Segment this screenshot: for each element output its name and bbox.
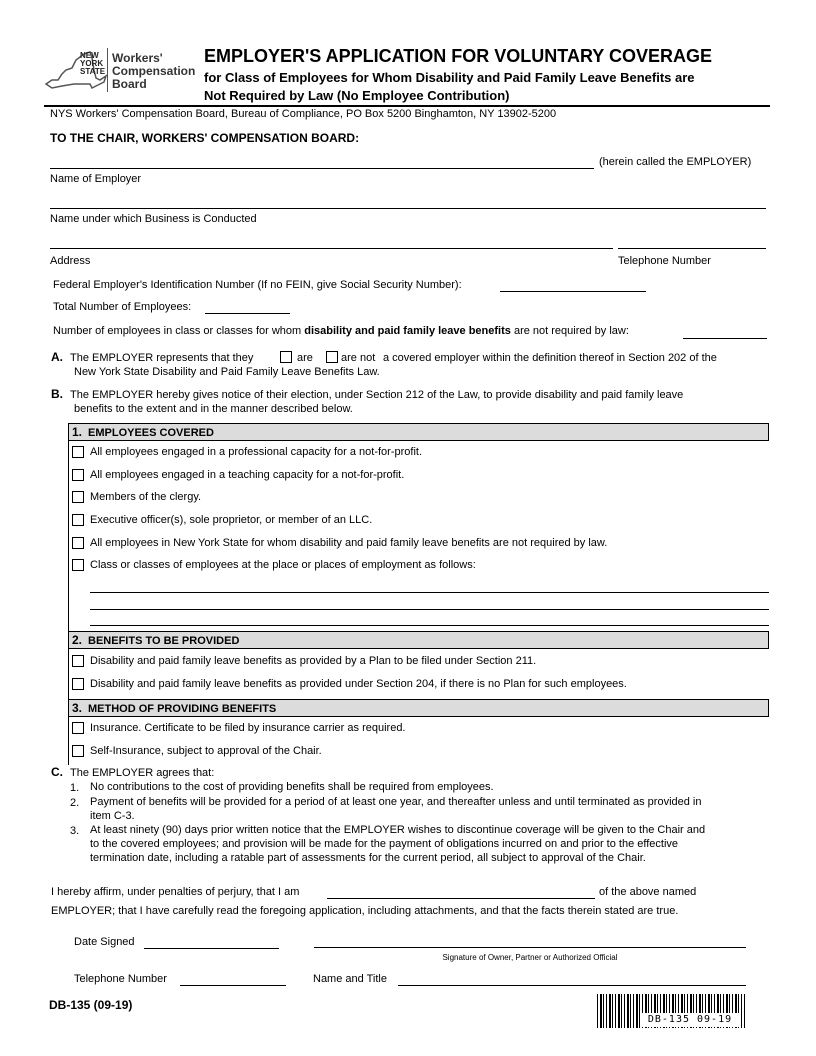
- total-employees-label: Total Number of Employees:: [53, 301, 192, 313]
- section-b-text2: benefits to the extent and in the manner described below.: [74, 403, 353, 415]
- insurance-label: Insurance. Certificate to be filed by insurance carrier as required.: [90, 722, 406, 734]
- total-employees-field[interactable]: [205, 313, 290, 314]
- section-a-letter: A.: [51, 350, 63, 364]
- section-204-label: Disability and paid family leave benefits as provided under Section 204, if there is no Plan for such employees.: [90, 678, 627, 690]
- executive-officer-label: Executive officer(s), sole proprietor, or member of an LLC.: [90, 514, 373, 526]
- header-divider: [44, 105, 770, 107]
- plan-211-label: Disability and paid family leave benefits as provided by a Plan to be filed under Section 211.: [90, 655, 537, 667]
- not-required-bold: disability and paid family leave benefits: [304, 325, 511, 337]
- name-title-label: Name and Title: [313, 973, 387, 985]
- benefits-heading: [68, 631, 769, 649]
- logo-state-line: STATE: [80, 67, 106, 76]
- agreement-item-text: At least ninety (90) days prior written notice that the EMPLOYER wishes to discontinue coverage will be given to the Chair and: [90, 824, 706, 836]
- business-name-field[interactable]: [50, 208, 766, 209]
- section-a-text1: The EMPLOYER represents that they: [70, 352, 254, 364]
- employees-covered-heading: [68, 423, 769, 441]
- class-description-line[interactable]: [90, 625, 769, 626]
- clergy-label: Members of the clergy.: [90, 491, 202, 503]
- signature-field[interactable]: [314, 947, 746, 948]
- agreement-number: 2.: [70, 797, 80, 809]
- address-field[interactable]: [50, 248, 613, 249]
- affirmation-line2: EMPLOYER; that I have carefully read the foregoing application, including attachments, and that the facts therein stated are true.: [51, 905, 679, 917]
- date-signed-field[interactable]: [144, 948, 279, 949]
- method-heading: [68, 699, 769, 717]
- section-c-letter: C.: [51, 765, 63, 779]
- not-required-label: [53, 325, 629, 337]
- section-number: 2.: [72, 633, 83, 647]
- address-label: Address: [50, 255, 91, 267]
- barcode-text: DB-135 09-19: [640, 1013, 740, 1027]
- agreement-item: [70, 781, 79, 795]
- insurance-checkbox[interactable]: [72, 722, 84, 734]
- section-heading-text: BENEFITS TO BE PROVIDED: [88, 635, 240, 647]
- agreement-item: [70, 824, 79, 838]
- not-required-suffix: are not required by law:: [510, 325, 629, 337]
- are-not-label: are not: [341, 352, 376, 364]
- logo-agency-line: Workers': [112, 51, 163, 65]
- section-a-text3: New York State Disability and Paid Family Leave Benefits Law.: [74, 366, 380, 378]
- teaching-nfp-checkbox[interactable]: [72, 469, 84, 481]
- section-heading-text: EMPLOYEES COVERED: [88, 427, 214, 439]
- section-b-text1: The EMPLOYER hereby gives notice of their election, under Section 212 of the Law, to provide disability and paid family leave: [70, 389, 684, 401]
- professional-nfp-label: All employees engaged in a professional capacity for a not-for-profit.: [90, 446, 423, 458]
- form-title: EMPLOYER'S APPLICATION FOR VOLUNTARY COVERAGE: [204, 46, 712, 66]
- are-checkbox[interactable]: [280, 351, 292, 363]
- section-number: 1.: [72, 425, 83, 439]
- section-c-intro: The EMPLOYER agrees that:: [70, 767, 215, 779]
- form-subtitle-line2: Not Required by Law (No Employee Contribution): [204, 88, 510, 103]
- agreement-item-text: item C-3.: [90, 810, 135, 822]
- sign-telephone-field[interactable]: [180, 985, 286, 986]
- agreement-item: [70, 796, 79, 810]
- not-required-prefix: Number of employees in class or classes for whom: [53, 325, 305, 337]
- agreement-number: 3.: [70, 825, 80, 837]
- fein-field[interactable]: [500, 291, 646, 292]
- class-description-line[interactable]: [90, 592, 769, 593]
- logo-agency-line: Compensation: [112, 64, 196, 78]
- form-id: DB-135 (09-19): [49, 998, 133, 1012]
- method-box: [68, 717, 69, 765]
- section-b-letter: B.: [51, 387, 63, 401]
- telephone-field[interactable]: [618, 248, 766, 249]
- employer-name-label: Name of Employer: [50, 173, 142, 185]
- date-signed-label: Date Signed: [74, 936, 135, 948]
- herein-label: (herein called the EMPLOYER): [599, 156, 752, 168]
- name-title-field[interactable]: [398, 985, 746, 986]
- class-description-line[interactable]: [90, 609, 769, 610]
- signature-caption: Signature of Owner, Partner or Authorized Official: [442, 953, 618, 962]
- are-not-checkbox[interactable]: [326, 351, 338, 363]
- logo-state-line: NEW: [80, 51, 99, 60]
- sign-telephone-label: Telephone Number: [74, 973, 167, 985]
- self-insurance-checkbox[interactable]: [72, 745, 84, 757]
- agreement-number: 1.: [70, 782, 80, 794]
- agreement-item-text: to the covered employees; and provision will be made for the payment of obligations incurred on and prior to the effective: [90, 838, 679, 850]
- telephone-label: Telephone Number: [618, 255, 711, 267]
- agreement-item-text: termination date, including a ratable part of assessments for the current period, all subject to approval of the Chair.: [90, 852, 646, 864]
- class-of-employees-label: Class or classes of employees at the place or places of employment as follows:: [90, 559, 476, 571]
- business-name-label: Name under which Business is Conducted: [50, 213, 257, 225]
- affirmation-suffix: of the above named: [599, 886, 697, 898]
- teaching-nfp-label: All employees engaged in a teaching capacity for a not-for-profit.: [90, 469, 405, 481]
- agreement-item-text: Payment of benefits will be provided for a period of at least one year, and thereafter unless and until terminated as provided in: [90, 796, 702, 808]
- section-a-text2: a covered employer within the definition thereof in Section 202 of the: [383, 352, 717, 364]
- employer-name-field[interactable]: [50, 168, 594, 169]
- all-nys-employees-label: All employees in New York State for whom disability and paid family leave benefits are not required by law.: [90, 537, 608, 549]
- board-address: NYS Workers' Compensation Board, Bureau of Compliance, PO Box 5200 Binghamton, NY 13902-5200: [50, 108, 557, 120]
- to-the-chair: TO THE CHAIR, WORKERS' COMPENSATION BOARD:: [50, 131, 360, 145]
- all-nys-employees-checkbox[interactable]: [72, 537, 84, 549]
- nys-wcb-logo: [44, 46, 204, 96]
- class-of-employees-checkbox[interactable]: [72, 559, 84, 571]
- section-204-checkbox[interactable]: [72, 678, 84, 690]
- self-insurance-label: Self-Insurance, subject to approval of the Chair.: [90, 745, 322, 757]
- are-label: are: [297, 352, 313, 364]
- employees-covered-box: [68, 441, 69, 631]
- benefits-box: [68, 649, 69, 699]
- not-required-count-field[interactable]: [683, 338, 767, 339]
- professional-nfp-checkbox[interactable]: [72, 446, 84, 458]
- section-number: 3.: [72, 701, 83, 715]
- clergy-checkbox[interactable]: [72, 491, 84, 503]
- agreement-item-text: No contributions to the cost of providing benefits shall be required from employees.: [90, 781, 494, 793]
- form-subtitle-line1: for Class of Employees for Whom Disability and Paid Family Leave Benefits are: [204, 70, 695, 85]
- fein-label: Federal Employer's Identification Number (If no FEIN, give Social Security Number):: [53, 279, 462, 291]
- logo-agency-line: Board: [112, 77, 147, 91]
- executive-officer-checkbox[interactable]: [72, 514, 84, 526]
- plan-211-checkbox[interactable]: [72, 655, 84, 667]
- logo-state-line: YORK: [80, 59, 104, 68]
- affirmation-title-field[interactable]: [327, 898, 595, 899]
- section-heading-text: METHOD OF PROVIDING BENEFITS: [88, 703, 277, 715]
- affirmation-prefix: I hereby affirm, under penalties of perjury, that I am: [51, 886, 300, 898]
